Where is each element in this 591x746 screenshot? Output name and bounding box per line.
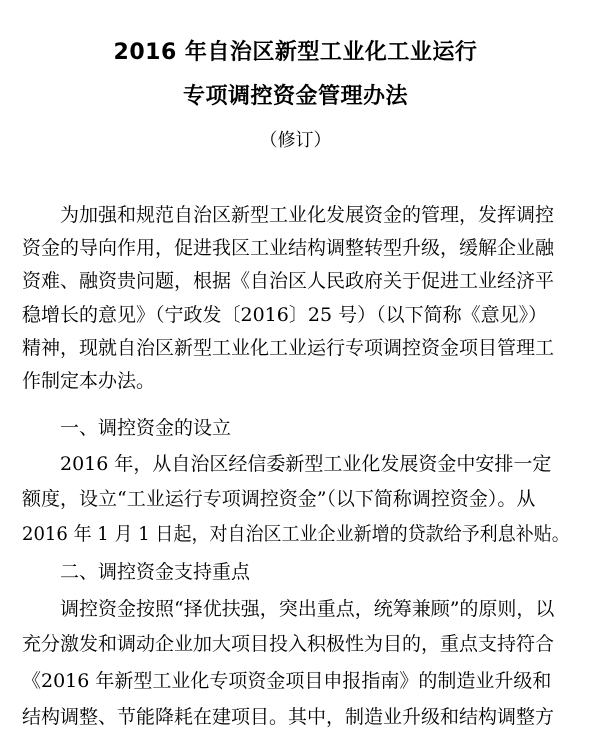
paragraph-line: 结构调整、节能降耗在建项目。其中，制造业升级和结构调整方	[22, 706, 555, 728]
paragraph-line: 稳增长的意见》（宁政发〔2016〕25 号）（以下简称《意见》）	[22, 304, 548, 326]
paragraph-line: 额度，设立“工业运行专项调控资金”（以下简称调控资金）。从	[22, 488, 536, 510]
paragraph-line: 《2016 年新型工业化专项资金项目申报指南》的制造业升级和	[22, 670, 552, 692]
document-title-line-2: 专项调控资金管理办法	[182, 84, 408, 109]
paragraph-line: 作制定本办法。	[22, 370, 156, 392]
paragraph-line: 为加强和规范自治区新型工业化发展资金的管理，发挥调控	[60, 204, 555, 226]
section-heading: 一、调控资金的设立	[60, 417, 232, 439]
paragraph-line: 充分激发和调动企业加大项目投入积极性为目的，重点支持符合	[22, 633, 555, 655]
paragraph-line: 2016 年，从自治区经信委新型工业化发展资金中安排一定	[60, 453, 552, 475]
paragraph-line: 2016 年 1 月 1 日起，对自治区工业企业新增的贷款给予利息补贴。	[22, 523, 570, 545]
section-heading: 二、调控资金支持重点	[60, 561, 251, 583]
paragraph-line: 资难、融资贵问题，根据《自治区人民政府关于促进工业经济平	[22, 270, 555, 292]
document-title-line-1: 2016 年自治区新型工业化工业运行	[113, 40, 478, 65]
document-subtitle: （修订）	[259, 130, 332, 151]
paragraph-line: 调控资金按照“择优扶强，突出重点，统筹兼顾”的原则，以	[60, 598, 555, 620]
paragraph-line: 精神，现就自治区新型工业化工业运行专项调控资金项目管理工	[22, 337, 555, 359]
paragraph-line: 资金的导向作用，促进我区工业结构调整转型升级，缓解企业融	[22, 237, 555, 259]
